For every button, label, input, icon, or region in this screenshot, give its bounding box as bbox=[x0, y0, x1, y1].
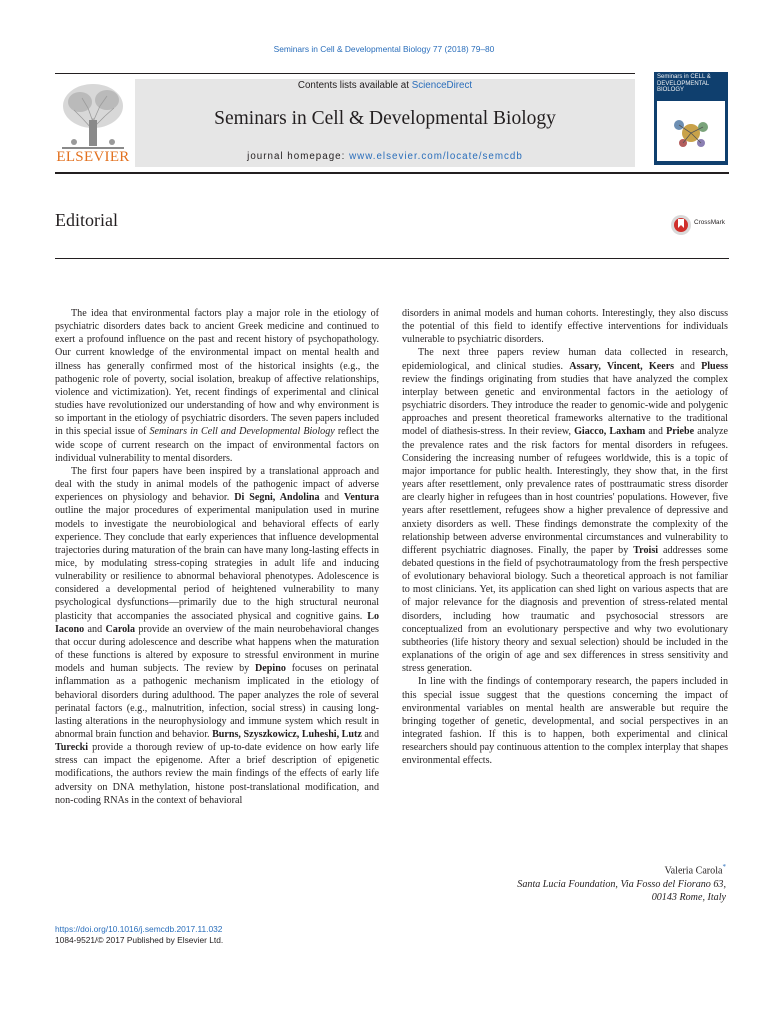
cover-illustration-icon bbox=[657, 101, 725, 161]
cover-image-panel bbox=[657, 101, 725, 161]
page-footer bbox=[55, 924, 455, 946]
paragraph: In line with the findings of contemporary research, the papers included in this special issue suggest that the questions concerning the impact of environmental variables on mental health are answerable but require the bringing together of genetic, developmental, and social perspectives in an integrated fashion. If this is to happen, both experimental and clinical researchers should pay continuous attention to the complex interplay that shapes environmental effects. bbox=[402, 676, 728, 767]
signature-name: Valeria Carola bbox=[664, 865, 723, 877]
signature-address: 00143 Rome, Italy bbox=[651, 891, 726, 903]
journal-reference-link[interactable]: Seminars in Cell & Developmental Biology 77 (2018) 79–80 bbox=[273, 44, 495, 54]
crossmark-badge[interactable] bbox=[670, 214, 730, 236]
header-top-rule bbox=[55, 73, 635, 74]
author-name: Troisi bbox=[633, 544, 659, 556]
author-name: Pluess bbox=[701, 360, 728, 372]
crossmark-icon bbox=[670, 214, 692, 236]
doi-link[interactable]: https://doi.org/10.1016/j.semcdb.2017.11.032 bbox=[55, 924, 223, 934]
author-name: Assary, Vincent, Keers bbox=[569, 360, 675, 372]
author-name: Depino bbox=[255, 663, 286, 675]
title-divider-rule bbox=[55, 258, 729, 259]
author-name: Lo Iacono bbox=[55, 610, 379, 635]
article-type-heading: Editorial bbox=[55, 210, 118, 230]
header-bottom-rule bbox=[55, 172, 729, 174]
author-name: Priebe bbox=[666, 426, 695, 438]
author-name: Turecki bbox=[55, 742, 89, 754]
journal-title[interactable]: Seminars in Cell & Developmental Biology bbox=[214, 108, 556, 129]
signature-affiliation: Santa Lucia Foundation, Via Fosso del Fiorano 63, bbox=[517, 878, 726, 890]
author-name: Burns, Szyszkowicz, Luheshi, Lutz bbox=[212, 729, 362, 740]
crossmark-label: CrossMark bbox=[694, 219, 725, 226]
contents-prefix: Contents lists available at bbox=[297, 80, 412, 91]
journal-homepage-line bbox=[135, 151, 635, 162]
paragraph: disorders in animal models and human cohorts. Interestingly, they also discuss the potential of this field to identify effective interventions for individuals vulnerable to psychiatric disorders. bbox=[402, 308, 728, 346]
paragraph: The idea that environmental factors play a major role in the etiology of psychiatric disorders dates back to ancient Greek medicine and continued to exert a profound influence on the past and recent history of psychopathology. Our current knowledge of the environmental impact on mental health and illness has generally confirmed most of the historical insights (e.g., the pathogenic role of poverty, social isolation, breakup of affective relationships, violence and victimization). Yet, recent findings of experimental and clinical studies have revolutionized our understanding of how and why environment is so important in the etiology of psychiatric disorders. The seven papers included in this special issue of Seminars in Cell and Developmental Biology reflect the wide scope of current research on the impact of environmental factors on individual vulnerability to mental disorders. bbox=[55, 308, 379, 464]
cover-title: Seminars in CELL & DEVELOPMENTAL BIOLOGY bbox=[657, 74, 711, 93]
paragraph: The next three papers review human data collected in research, epidemiological, and clinical studies. Assary, Vincent, Keers and Pluess review the findings originating from studies that have analyzed the complex interplay between genetic and environmental factors in the aetiology of psychiatric disorders. They introduce the reader to genomic-wide and polygenic approaches and present theoretical frameworks alternative to the traditional model of diathesis-stress. In their review, Giacco, Laxham and Priebe analyze the prevalence rates and the risk factors for mental disorders in refugees. Considering the increasing number of refugees worldwide, this is a topic of major importance for public health. Interestingly, they show that, in the first years after resettlement, only prevalence rates of posttraumatic stress disorder are clearly higher in refugees than in host countries' populations. However, five years after resettlement, refugees show a higher prevalence of depressive and anxiety disorders as well. These findings demonstrate the complexity of the relationship between adverse environmental circumstances and vulnerability to different psychiatric diagnoses. Finally, the paper by Troisi addresses some debated questions in the field of psychotraumatology from the fresh perspective of evolutionary behavioral biology. Such a theoretical approach is not familiar to most clinicians. Yet, its application can shed light on various aspects that are of major relevance for the diagnosis and prevention of stress-related mental disorders, including how traumatic and psychosocial stressors are conceptualized from an evolutionary perspective and why two evolutionary subtheories (life history theory and sexual selection) should be included in the explanations of the origin of age and sex differences in stress sensitivity and stress generation. bbox=[402, 347, 729, 675]
copyright-line: 1084-9521/© 2017 Published by Elsevier Ltd. bbox=[55, 935, 224, 946]
sciencedirect-link[interactable]: ScienceDirect bbox=[411, 80, 473, 91]
corresponding-author-marker[interactable]: * bbox=[722, 863, 726, 871]
body-column-left bbox=[55, 307, 379, 807]
elsevier-wordmark[interactable]: ELSEVIER bbox=[56, 149, 130, 165]
author-signature bbox=[402, 861, 726, 904]
author-name: Giacco, Laxham bbox=[574, 426, 646, 438]
author-name: Carola bbox=[105, 623, 136, 635]
body-column-right bbox=[402, 307, 728, 767]
author-name: Di Segni, Andolina bbox=[234, 492, 320, 504]
contents-line bbox=[135, 80, 635, 91]
homepage-link[interactable]: www.elsevier.com/locate/semcdb bbox=[349, 151, 523, 162]
paragraph: The first four papers have been inspired by a translational approach and deal with the study in animal models of the pathogenic impact of adverse experiences on physiology and behavior. Di Segni, Andolina and Ventura outline the major procedures of experimental manipulation used in murine models to investigate the neurobiological and behavioral effects of early experience. They conclude that early experiences that influence developmental trajectories during maturation of the brain can have many long-lasting effects in mice, by modulating stress-coping strategies in adult life and inducing vulnerability or resilience to abnormal behavioral phenotypes. Adolescence is considered a developmental period of heightened vulnerability to many psychological dysfunctions—primarily due to the high structural neuronal plasticity that accompanies the associated physical and cognitive gains. Lo Iacono and Carola provide an overview of the main neurobehavioral changes that occur during adolescence and describe what happens when the maturation of these functions is altered by exposure to stressful environment in murine models and human subjects. The review by Depino focuses on perinatal inflammation as a pathogenic mechanism implicated in the etiology of behavioral disorders during adulthood. The paper analyzes the role of several perinatal factors (e.g., malnutrition, infection, social stress) in causing long-lasting alterations in the neurophysiology and immune system which result in abnormal brain function and behavior. Burns, Szyszkowicz, Luheshi, Lutz and Turecki provide a thorough review of up-to-date evidence on how early life stress can impact the epigenome. After a brief description of epigenetic modifications, the authors review the main findings of the effects of early life adversity on DNA methylation, histone post-translational modification, and non-coding RNAs in the context of behavioral bbox=[55, 465, 380, 806]
homepage-prefix: journal homepage: bbox=[247, 151, 350, 162]
author-name: Ventura bbox=[344, 492, 380, 504]
journal-cover-thumbnail[interactable] bbox=[654, 72, 728, 165]
